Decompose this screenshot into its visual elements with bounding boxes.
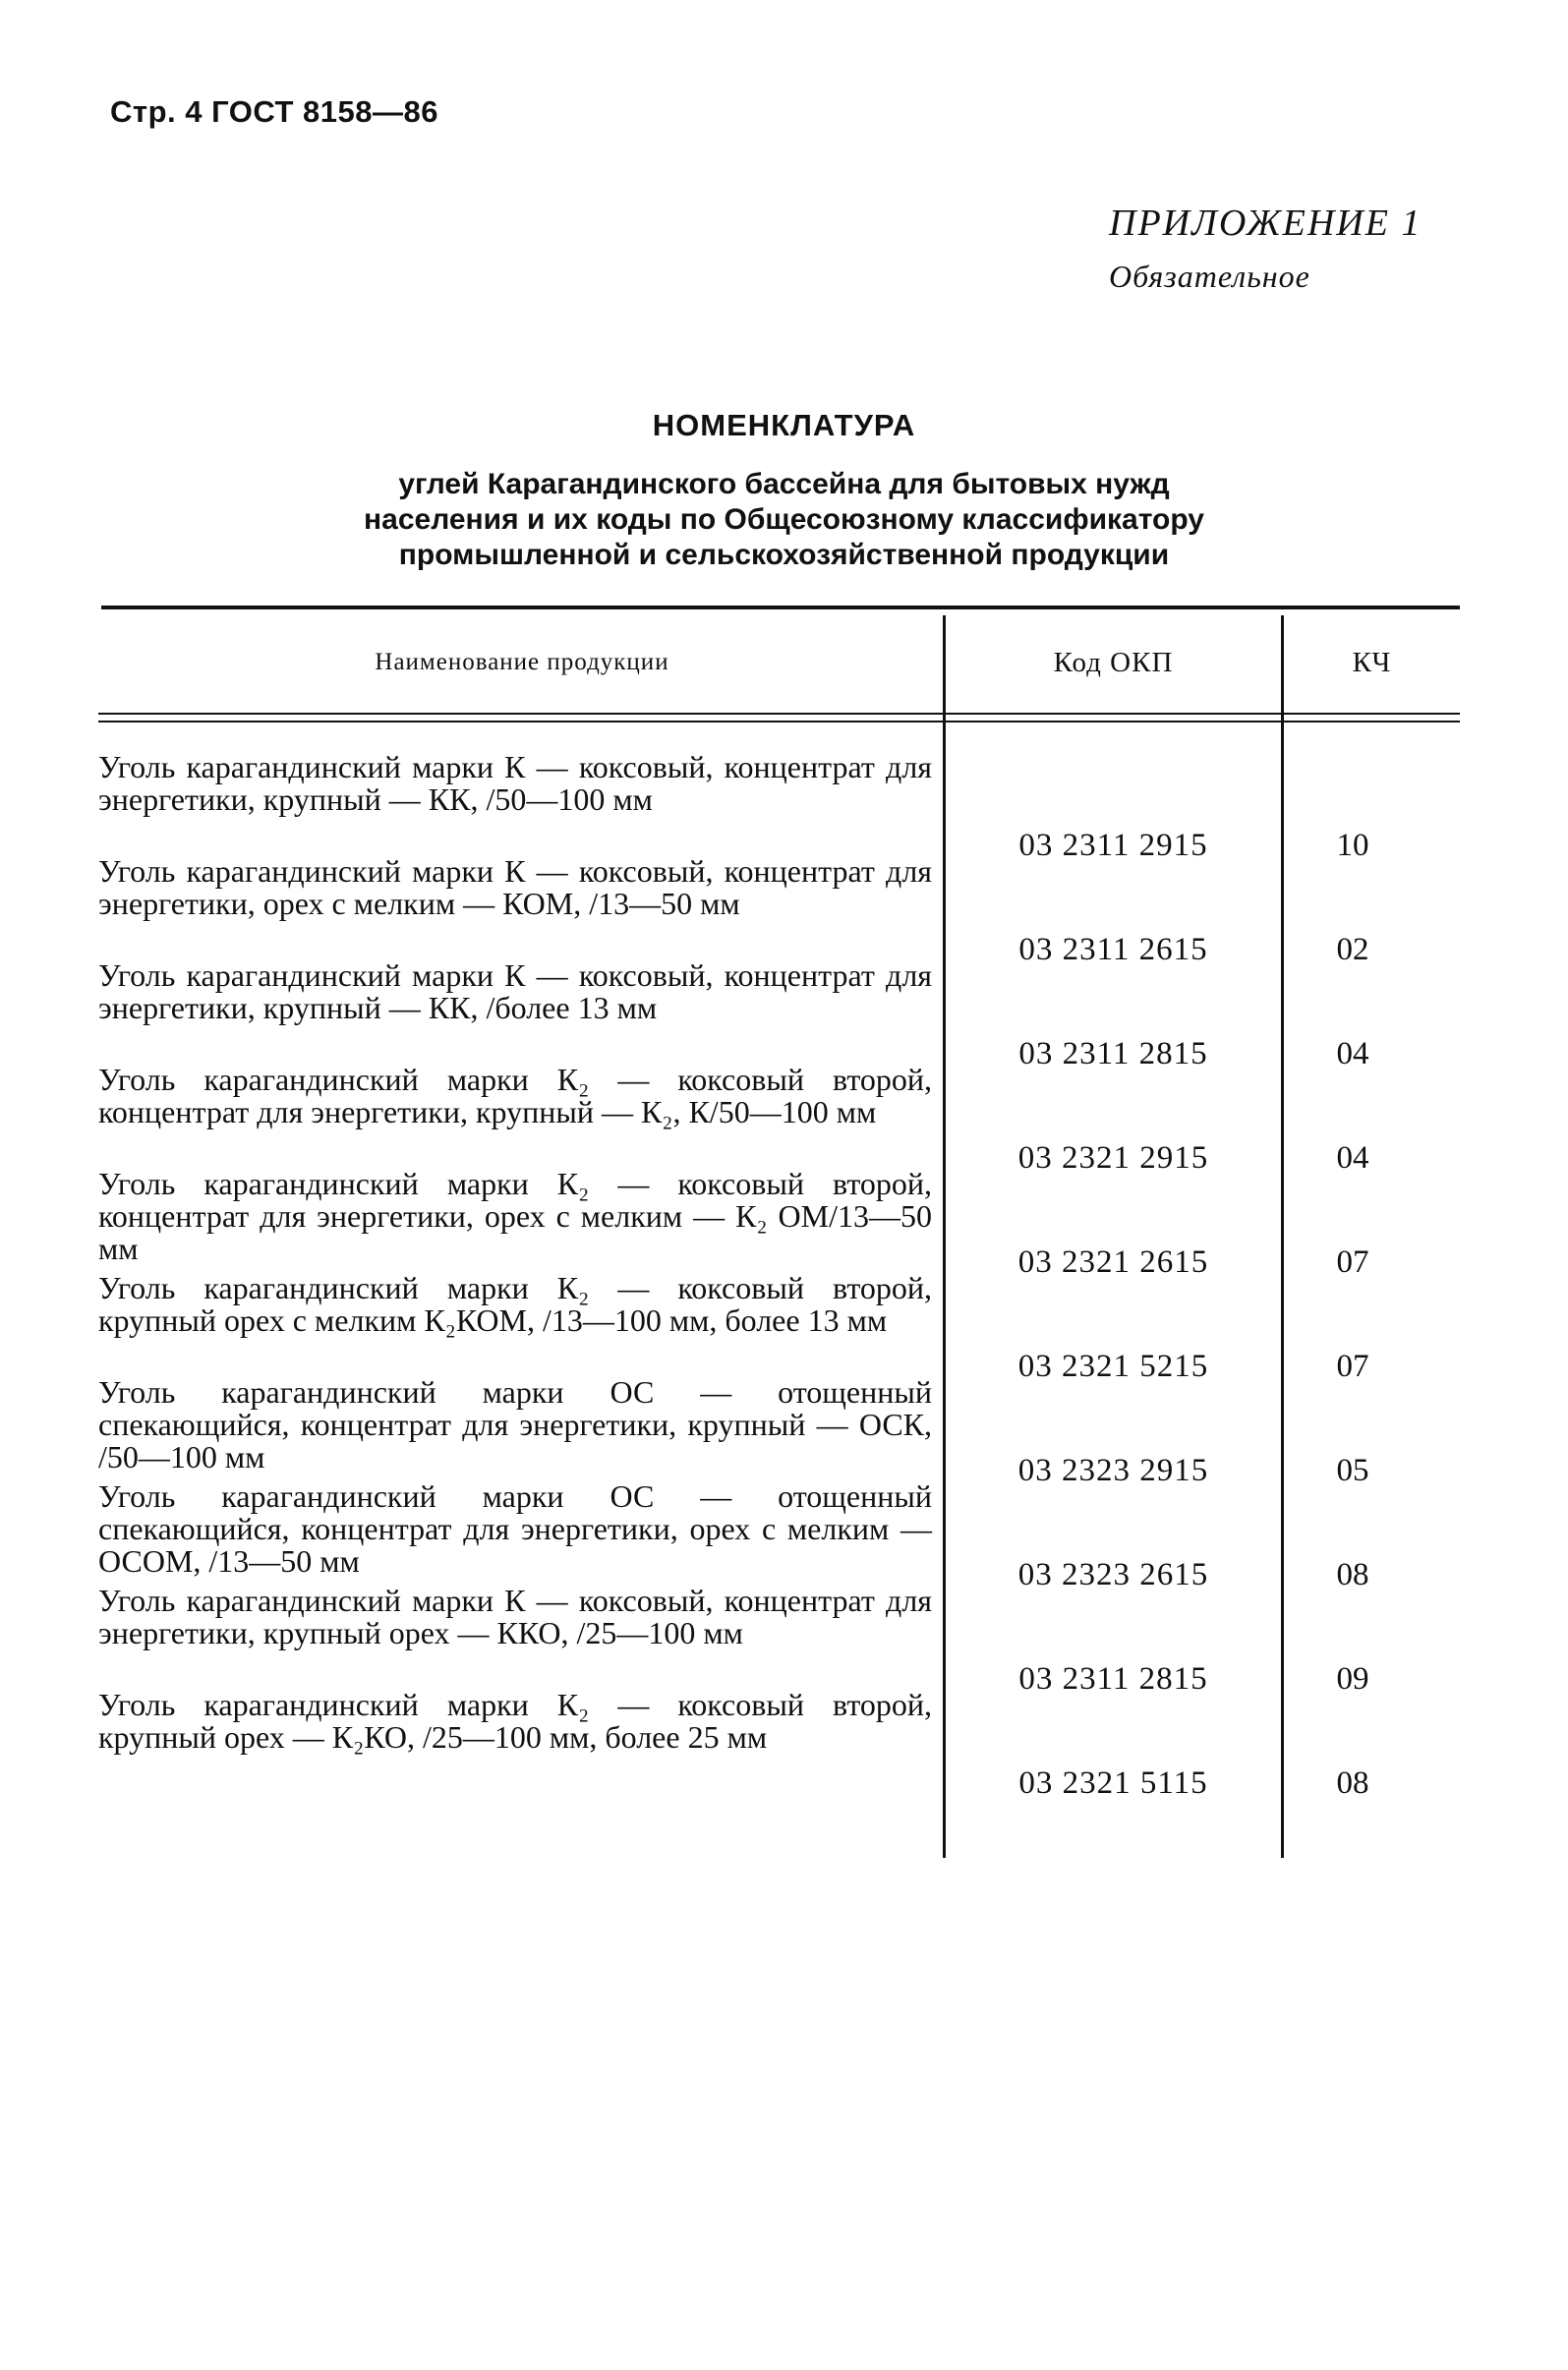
product-name: Уголь карагандинский марки К — коксовый, концентрат для энергетики, крупный орех — ККО, /25—100 мм: [98, 1583, 932, 1650]
okp-code: 03 2323 2915: [1017, 1453, 1209, 1488]
okp-code: 03 2311 2615: [1018, 932, 1208, 967]
kch-value: 08: [1336, 1765, 1369, 1801]
subtitle-line: углей Карагандинского бассейна для бытовых нужд: [398, 468, 1170, 500]
kch-value: 08: [1336, 1557, 1369, 1592]
table-row: [0, 1270, 1568, 1384]
kch-value: 05: [1336, 1453, 1369, 1488]
table-header-rule: [98, 713, 1460, 715]
table-header-rule: [98, 721, 1460, 723]
product-name: Уголь карагандинский марки К₂ — коксовый второй, крупный орех — К₂КО, /25—100 мм, более 25 мм: [98, 1687, 932, 1755]
product-name: Уголь карагандинский марки ОС — отощенный спекающийся, концентрат для энергетики, орех с мелким — ОСОМ, /13—50 мм: [98, 1478, 932, 1579]
product-name: Уголь карагандинский марки ОС — отощенный спекающийся, концентрат для энергетики, крупный — ОСК, /50—100 мм: [98, 1374, 932, 1474]
table-row: [0, 1478, 1568, 1592]
table-row: [0, 749, 1568, 863]
kch-value: 10: [1336, 828, 1369, 863]
kch-value: 07: [1336, 1349, 1369, 1384]
column-header-kch: КЧ: [1352, 647, 1392, 678]
okp-code: 03 2321 5115: [1018, 1765, 1208, 1801]
table-row: [0, 957, 1568, 1071]
product-name: Уголь карагандинский марки К — коксовый, концентрат для энергетики, крупный — КК, /более 13 мм: [98, 957, 932, 1025]
column-header-code: Код ОКП: [1053, 647, 1174, 678]
table-body: [0, 749, 1568, 1801]
kch-value: 09: [1336, 1661, 1369, 1697]
appendix-title: ПРИЛОЖЕНИЕ 1: [1109, 202, 1423, 244]
table-row: [0, 1062, 1568, 1176]
product-name: Уголь карагандинский марки К₂ — коксовый второй, концентрат для энергетики, орех с мелким — К₂ ОМ/13—50 мм: [98, 1166, 932, 1266]
okp-code: 03 2321 2915: [1017, 1140, 1209, 1176]
table-row: [0, 1583, 1568, 1697]
okp-code: 03 2321 2615: [1017, 1244, 1209, 1280]
okp-code: 03 2321 5215: [1017, 1349, 1209, 1384]
okp-code: 03 2311 2915: [1018, 828, 1208, 863]
okp-code: 03 2323 2615: [1017, 1557, 1209, 1592]
subtitle-line: промышленной и сельскохозяйственной продукции: [398, 539, 1170, 571]
table-row: [0, 1166, 1568, 1280]
table-row: [0, 1687, 1568, 1801]
kch-value: 07: [1336, 1244, 1369, 1280]
okp-code: 03 2311 2815: [1018, 1661, 1208, 1697]
kch-value: 02: [1336, 932, 1369, 967]
product-name: Уголь карагандинский марки К — коксовый, концентрат для энергетики, орех с мелким — КОМ, /13—50 мм: [98, 853, 932, 921]
column-header-name: Наименование продукции: [375, 649, 669, 675]
subtitle-line: населения и их коды по Общесоюзному классификатору: [364, 503, 1204, 536]
document-title: НОМЕНКЛАТУРА: [652, 408, 916, 442]
document-subtitle: [0, 467, 1568, 573]
product-name: Уголь карагандинский марки К — коксовый, концентрат для энергетики, крупный — КК, /50—100 мм: [98, 749, 932, 817]
table-row: [0, 853, 1568, 967]
table-row: [0, 1374, 1568, 1488]
kch-value: 04: [1336, 1036, 1369, 1071]
table-top-rule: [101, 606, 1460, 609]
appendix-status: Обязательное: [1109, 259, 1310, 294]
page-header: Стр. 4 ГОСТ 8158—86: [110, 94, 438, 129]
okp-code: 03 2311 2815: [1018, 1036, 1208, 1071]
kch-value: 04: [1336, 1140, 1369, 1176]
product-name: Уголь карагандинский марки К₂ — коксовый второй, крупный орех с мелким К₂КОМ, /13—100 мм, более 13 мм: [98, 1270, 932, 1338]
product-name: Уголь карагандинский марки К₂ — коксовый второй, концентрат для энергетики, крупный — К₂, К/50—100 мм: [98, 1062, 932, 1129]
